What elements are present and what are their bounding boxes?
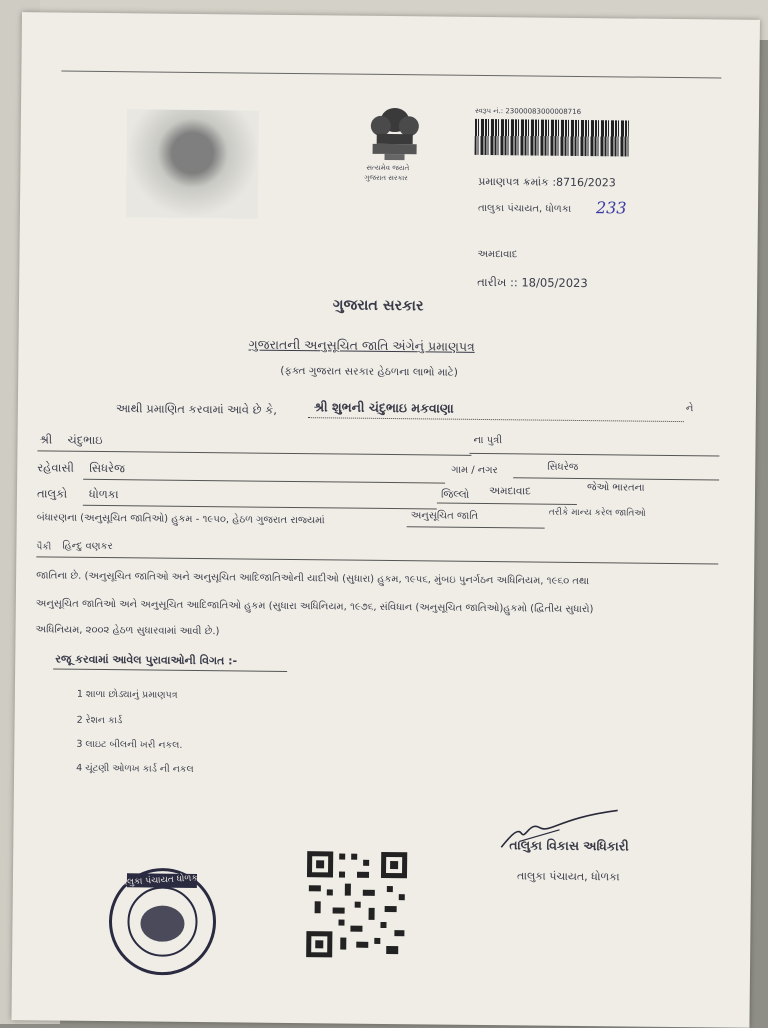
- relation: ના પુત્રી: [473, 434, 503, 447]
- father-name: ચંદુભાઇ: [67, 432, 103, 448]
- evidence-item-3: 3 લાઇટ બીલની ખરી નકલ.: [76, 738, 183, 751]
- relation-line: [469, 453, 719, 457]
- legal-para-1: જાતિના છે. (અનુસૂચિત જાતિઓ અને અનુસૂચિત આદિજાતિઓની યાદીઓ (સુધારા) હુકમ, ૧૯૫૬, મુંબઇ પુનર્ગઠન અધિનિયમ, ૧૯૬૦ તથા: [36, 570, 590, 588]
- recognised-text: તરીકે માન્ય કરેલ જાતિઓ: [548, 507, 646, 519]
- taluka-line: [83, 505, 437, 510]
- seal-text: તાલુકા પંચાયત ધોળકા: [118, 873, 201, 889]
- resident-line: [83, 479, 445, 484]
- legal-para-2: અનુસૂચિત જાતિઓ અને અનુસૂચિત આદિજાતિઓ હુકમ (સુધારા અધિનિયમ, ૧૯૭૬, સંવિધાન (અનુસૂચિત જાતિઓ)હુકમો (દ્વિતીય સુધારો): [35, 598, 594, 616]
- barcode-number: સ્વરૂપ નં.: 23000083000008716: [474, 106, 582, 116]
- evidence-item-1: 1 શાળા છોડ્યાનું પ્રમાણપત્ર: [76, 688, 178, 701]
- qr-code-icon: [304, 849, 409, 960]
- top-rule: [61, 71, 721, 79]
- barcode-image: [475, 119, 629, 157]
- certificate-page: [11, 12, 760, 1028]
- resident-label: રહેવાસી: [37, 460, 75, 475]
- issue-place: અમદાવાદ: [477, 248, 518, 261]
- caste-value: હિન્દુ વણકર: [62, 540, 113, 553]
- district-value: અમદાવાદ: [488, 485, 532, 498]
- constitution-order: બંધારણના (અનુસૂચિત જાતિઓ) હુકમ - ૧૯૫૦, હેઠળ ગુજરાત રાજ્યમાં: [36, 512, 325, 527]
- evidence-item-2: 2 રેશન કાર્ડ: [76, 714, 123, 727]
- certificate-title: ગુજરાતની અનુસૂચિત જાતિ અંગેનું પ્રમાણપત્ર: [248, 336, 475, 354]
- village-value: સિધરેજ: [547, 461, 579, 473]
- name-line: [308, 417, 684, 422]
- district-line: [437, 503, 577, 505]
- emblem-caption-govt: ગુજરાત સરકાર: [364, 173, 408, 183]
- taluka-label: તાલુકો: [36, 486, 68, 501]
- evidence-heading: રજૂ કરવામાં આવેલ પુરાવાઓની વિગત :-: [55, 652, 238, 668]
- signatory-office: તાલુકા પંચાયત, ધોળકા: [516, 869, 620, 884]
- taluka-value: ધોળકા: [88, 486, 119, 502]
- category-line: [407, 526, 545, 528]
- certificate-subtitle: (ફક્ત ગુજરાત સરકાર હેઠળના લાભો માટે): [280, 364, 458, 379]
- issuing-office: તાલુકા પંચાયત, ધોળકા: [477, 202, 572, 215]
- certify-intro: આથી પ્રમાણિત કરવામાં આવે છે કે,: [115, 401, 278, 417]
- village-label: ગામ / નગર: [451, 464, 498, 477]
- evidence-item-4: 4 ચૂંટણી ઓળખ કાર્ડ ની નકલ: [76, 762, 194, 775]
- caste-line: [36, 556, 718, 564]
- signatory-designation: તાલુકા વિકાસ અધિકારી: [509, 837, 629, 854]
- government-heading: ગુજરાત સરકાર: [332, 297, 424, 315]
- certificate-number: પ્રમાણપત્ર ક્રમાંક :8716/2023: [478, 174, 616, 190]
- applicant-name: શ્રી શુભની ચંદુભાઇ મકવાણા: [313, 399, 454, 416]
- caste-category: અનુસૂચિત જાતિ: [410, 510, 479, 522]
- legal-para-3: અધિનિયમ, ૨૦૦૨ હેઠળ સુધારવામાં આવી છે.): [35, 624, 220, 638]
- issue-date: તારીખ :: 18/05/2023: [477, 274, 588, 291]
- district-label: જિલ્લો: [440, 488, 470, 501]
- applicant-photo: [126, 109, 259, 218]
- resident-value: સિધરેજ: [89, 460, 125, 476]
- who-label: જેઓ ભારતના: [587, 482, 645, 494]
- village-line: [513, 477, 719, 480]
- name-suffix: ને: [685, 403, 694, 415]
- shri-label: શ્રી: [39, 432, 53, 447]
- emblem-caption-motto: સત્યમેવ જયતે: [366, 163, 410, 173]
- evidence-heading-underline: [53, 668, 287, 671]
- handwritten-number: 233: [595, 198, 627, 218]
- father-line: [37, 450, 471, 456]
- caste-prefix: પૈકી: [36, 542, 52, 553]
